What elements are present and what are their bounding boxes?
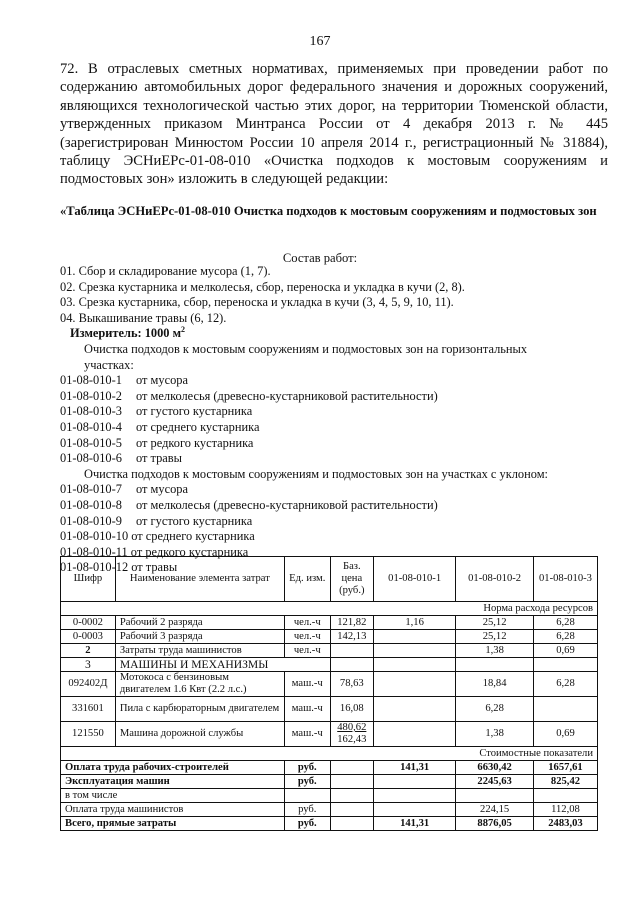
totals-row: [61, 803, 598, 817]
total-v2: 8876,05: [456, 817, 534, 831]
cell-unit: чел.-ч: [284, 616, 330, 630]
cell-code: 0-0002: [61, 616, 116, 630]
code: 01-08-010-2: [60, 388, 122, 403]
cell-v3: 0,69: [533, 644, 597, 658]
code: 01-08-010-6: [60, 451, 122, 466]
code-row: [60, 404, 620, 420]
norms-table: [60, 556, 598, 831]
cell-unit: маш.-ч: [284, 697, 330, 722]
table-row: [61, 722, 598, 747]
code: 01-08-010-10: [60, 529, 129, 544]
composition-item: 04. Выкашивание травы (6, 12).: [60, 310, 227, 325]
cell-code: 0-0003: [61, 630, 116, 644]
cell-price: [330, 722, 373, 747]
measure-label: Измеритель: 1000 м: [70, 326, 182, 341]
total-v2: 2245,63: [456, 775, 534, 789]
composition-item: 03. Срезка кустарника, сбор, переноска и укладка в кучи (3, 4, 5, 9, 10, 11).: [60, 295, 454, 310]
code-row: [60, 373, 620, 389]
cell-v2: 25,12: [456, 630, 534, 644]
code: 01-08-010-8: [60, 497, 122, 512]
cell-price: 142,13: [330, 630, 373, 644]
code-text: от мусора: [136, 482, 188, 497]
cell-price: 78,63: [330, 672, 373, 697]
header-v1: 01-08-010-1: [374, 557, 456, 602]
code: 01-08-010-7: [60, 482, 122, 497]
total-v3: 825,42: [533, 775, 597, 789]
code-row: [60, 514, 620, 530]
total-v1: 141,31: [374, 817, 456, 831]
total-name: Эксплуатация машин: [61, 775, 285, 789]
cell-v2: 6,28: [456, 697, 534, 722]
code: 01-08-010-11: [60, 544, 128, 559]
composition-and-codes: [60, 264, 620, 576]
code-text: от травы: [131, 560, 178, 575]
cell-v2: 1,38: [456, 722, 534, 747]
total-unit: руб.: [284, 803, 330, 817]
total-unit: [284, 789, 330, 803]
code: 01-08-010-1: [60, 373, 122, 388]
cell-name: Пила с карбюраторным двигателем: [115, 697, 284, 722]
cell-name: Рабочий 2 разряда: [115, 616, 284, 630]
header-v2: 01-08-010-2: [456, 557, 534, 602]
total-v1: [374, 803, 456, 817]
header-code: Шифр: [61, 557, 116, 602]
code-text: от густого кустарника: [136, 513, 253, 528]
cell-unit: маш.-ч: [284, 722, 330, 747]
code-text: от мусора: [136, 373, 188, 388]
total-unit: руб.: [284, 817, 330, 831]
cell-name: Мотокоса с бензиновым двигателем 1.6 Квт (2.2 л.с.): [115, 672, 284, 697]
cell-code: 2: [61, 644, 116, 658]
cell-code: 092402Д: [61, 672, 116, 697]
cell-v1: 1,16: [374, 616, 456, 630]
composition-item: 01. Сбор и складирование мусора (1, 7).: [60, 264, 271, 278]
price-top: 480,62: [337, 722, 367, 733]
cell-name: Затраты труда машинистов: [115, 644, 284, 658]
measure-sup: 2: [181, 325, 186, 335]
total-unit: руб.: [284, 761, 330, 775]
group-title: Очистка подходов к мостовым сооружениям и подмостовых зон на участках с уклоном:: [84, 466, 548, 481]
code-text: от среднего кустарника: [136, 419, 260, 434]
cell-v1: [374, 644, 456, 658]
total-v3: 112,08: [533, 803, 597, 817]
cell-v3: 6,28: [533, 630, 597, 644]
table-title: «Таблица ЭСНиЕРс-01-08-010 Очистка подходов к мостовым сооружениям и подмостовых зон: [60, 204, 597, 218]
cell-v2: 1,38: [456, 644, 534, 658]
total-v2: 224,15: [456, 803, 534, 817]
cell-v3: [533, 697, 597, 722]
machines-title: МАШИНЫ И МЕХАНИЗМЫ: [115, 658, 330, 672]
cell-v1: [374, 630, 456, 644]
cell-v3: 6,28: [533, 672, 597, 697]
intro-paragraph: 72. В отраслевых сметных нормативах, применяемых при проведении работ по содержанию автомобильных дорог федерального значения и дорожных сооружений, являющихся технологической частью этих дорог, на территории Тюменской области, утвержденных приказом Минтранса России от 4 декабря 2013 г. № 445 (зарегистрирован Минюстом России 10 апреля 2014 г., регистрационный № 31884), таблицу ЭСНиЕРс-01-08-010 «Очистка подходов к мостовым сооружениям и подмостовых зон» изложить в следующей редакции:: [60, 61, 608, 188]
table-header-row: [61, 557, 598, 602]
header-name: Наименование элемента затрат: [115, 557, 284, 602]
totals-row: [61, 817, 598, 831]
code-text: от среднего кустарника: [131, 529, 255, 544]
total-name: Оплата труда рабочих-строителей: [61, 761, 285, 775]
code: 01-08-010-3: [60, 404, 122, 419]
composition-item: 02. Срезка кустарника и мелколесья, сбор, переноска и укладка в кучи (2, 8).: [60, 279, 465, 294]
total-v3: [533, 789, 597, 803]
total-v1: [374, 789, 456, 803]
machines-header-row: [61, 658, 598, 672]
section-costs: Стоимостные показатели: [61, 747, 598, 761]
code-row: [60, 420, 620, 436]
code-row: [60, 529, 620, 545]
code: 01-08-010-4: [60, 419, 122, 434]
total-v3: 1657,61: [533, 761, 597, 775]
cell-v3: 0,69: [533, 722, 597, 747]
cell-price: 121,82: [330, 616, 373, 630]
code: 01-08-010-9: [60, 513, 122, 528]
machines-code: 3: [61, 658, 116, 672]
measure-line: [60, 326, 620, 342]
code-text: от травы: [136, 451, 182, 466]
totals-row: [61, 789, 598, 803]
code-row: [60, 436, 620, 452]
price-bottom: 162,43: [337, 734, 367, 745]
total-unit: руб.: [284, 775, 330, 789]
cell-code: 121550: [61, 722, 116, 747]
header-price: Баз. цена (руб.): [330, 557, 373, 602]
cell-v1: [374, 697, 456, 722]
code-row: [60, 498, 620, 514]
code-text: от мелколесья (древесно-кустарниковой растительности): [136, 497, 438, 512]
code-text: от густого кустарника: [136, 404, 253, 419]
code-row: [60, 482, 620, 498]
cell-price: 16,08: [330, 697, 373, 722]
cell-price: [330, 644, 373, 658]
code: 01-08-010-12: [60, 560, 129, 575]
table-row: [61, 616, 598, 630]
code-text: от мелколесья (древесно-кустарниковой растительности): [136, 388, 438, 403]
table-row: [61, 644, 598, 658]
total-name: Всего, прямые затраты: [61, 817, 285, 831]
composition-heading: Состав работ:: [282, 251, 358, 265]
section-resources: Норма расхода ресурсов: [61, 602, 598, 616]
code-text: от редкого кустарника: [136, 435, 254, 450]
cell-name: Машина дорожной службы: [115, 722, 284, 747]
table-row: [61, 672, 598, 697]
cell-v3: 6,28: [533, 616, 597, 630]
total-v2: 6630,42: [456, 761, 534, 775]
section-resources-row: [61, 602, 598, 616]
total-name: в том числе: [61, 789, 285, 803]
cell-code: 331601: [61, 697, 116, 722]
cell-name: Рабочий 3 разряда: [115, 630, 284, 644]
table-row: [61, 630, 598, 644]
code-row: [60, 389, 620, 405]
cell-v2: 25,12: [456, 616, 534, 630]
cell-v2: 18,84: [456, 672, 534, 697]
code-text: от редкого кустарника: [130, 544, 249, 559]
total-v1: [374, 775, 456, 789]
header-unit: Ед. изм.: [284, 557, 330, 602]
totals-row: [61, 775, 598, 789]
totals-row: [61, 761, 598, 775]
header-v3: 01-08-010-3: [533, 557, 597, 602]
total-name: Оплата труда машинистов: [61, 803, 285, 817]
total-v1: 141,31: [374, 761, 456, 775]
cell-unit: чел.-ч: [284, 644, 330, 658]
cell-v1: [374, 672, 456, 697]
page-number: 167: [309, 34, 331, 49]
group-title-cont: участках:: [84, 357, 134, 372]
table-row: [61, 697, 598, 722]
total-v3: 2483,03: [533, 817, 597, 831]
section-costs-row: [61, 747, 598, 761]
code: 01-08-010-5: [60, 435, 122, 450]
code-row: [60, 451, 620, 467]
group-title: Очистка подходов к мостовым сооружениям и подмостовых зон на горизонтальных: [84, 341, 528, 356]
total-v2: [456, 789, 534, 803]
cell-unit: чел.-ч: [284, 630, 330, 644]
cell-unit: маш.-ч: [284, 672, 330, 697]
cell-v1: [374, 722, 456, 747]
